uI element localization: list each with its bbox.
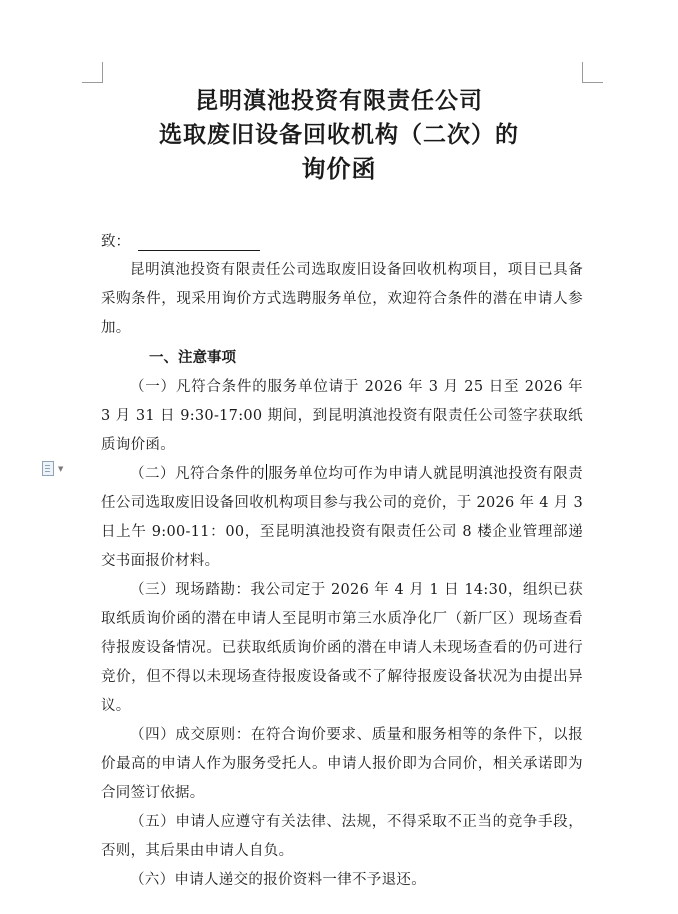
item-5: （五）申请人应遵守有关法律、法规，不得采取不正当的竞争手段，否则，其后果由申请人自负。: [101, 814, 583, 859]
intro-paragraph: 昆明滇池投资有限责任公司选取废旧设备回收机构项目，项目已具备采购条件，现采用询价方式选聘服务单位，欢迎符合条件的潜在申请人参加。: [101, 262, 583, 336]
title-line-2: 选取废旧设备回收机构（二次）的: [159, 122, 519, 148]
letter-body: [101, 228, 583, 895]
margin-corner-top-left: [82, 62, 103, 83]
item-2: [101, 460, 583, 576]
document-icon[interactable]: [42, 461, 54, 475]
recipient-blank: [138, 234, 260, 251]
item-6: （六）申请人递交的报价资料一律不予退还。: [130, 872, 426, 888]
salutation-label: 致：: [101, 234, 130, 250]
item-1: （一）凡符合条件的服务单位请于 2026 年 3 月 25 日至 2026 年 3 月 31 日 9:30-17:00 期间，到昆明滇池投资有限责任公司签字获取纸质询价函。: [101, 379, 583, 453]
title-line-1: 昆明滇池投资有限责任公司: [195, 88, 483, 114]
text-cursor: [266, 464, 267, 480]
section-heading: 一、注意事项: [149, 350, 236, 366]
item-2-part-1: （二）凡符合条件的: [130, 466, 265, 482]
title-block: [0, 84, 678, 186]
title-line-3: 询价函: [301, 155, 377, 183]
item-2-part-2: 服务单位均可作为申请人就昆明滇池投资有限责任公司选取废旧设备回收机构项目参与我公司的竞价，于 2026 年 4 月 3 日上午 9:00-11：00，至昆明滇池投资有限责任公司 8 楼企业管理部递交书面报价材料。: [101, 466, 583, 569]
salutation-line: [101, 228, 583, 256]
item-4: （四）成交原则：在符合询价要求、质量和服务相等的条件下，以报价最高的申请人作为服务受托人。申请人报价即为合同价，相关承诺即为合同签订依据。: [101, 727, 583, 801]
item-3: （三）现场踏勘：我公司定于 2026 年 4 月 1 日 14:30，组织已获取纸质询价函的潜在申请人至昆明市第三水质净化厂（新厂区）现场查看待报废设备情况。已获取纸质询价函的潜在申请人未现场查看的仍可进行竞价，但不得以未现场查待报废设备或不了解待报废设备状况为由提出异议。: [101, 582, 583, 714]
dropdown-arrow-icon[interactable]: ▼: [58, 465, 64, 473]
margin-corner-top-right: [582, 62, 603, 83]
